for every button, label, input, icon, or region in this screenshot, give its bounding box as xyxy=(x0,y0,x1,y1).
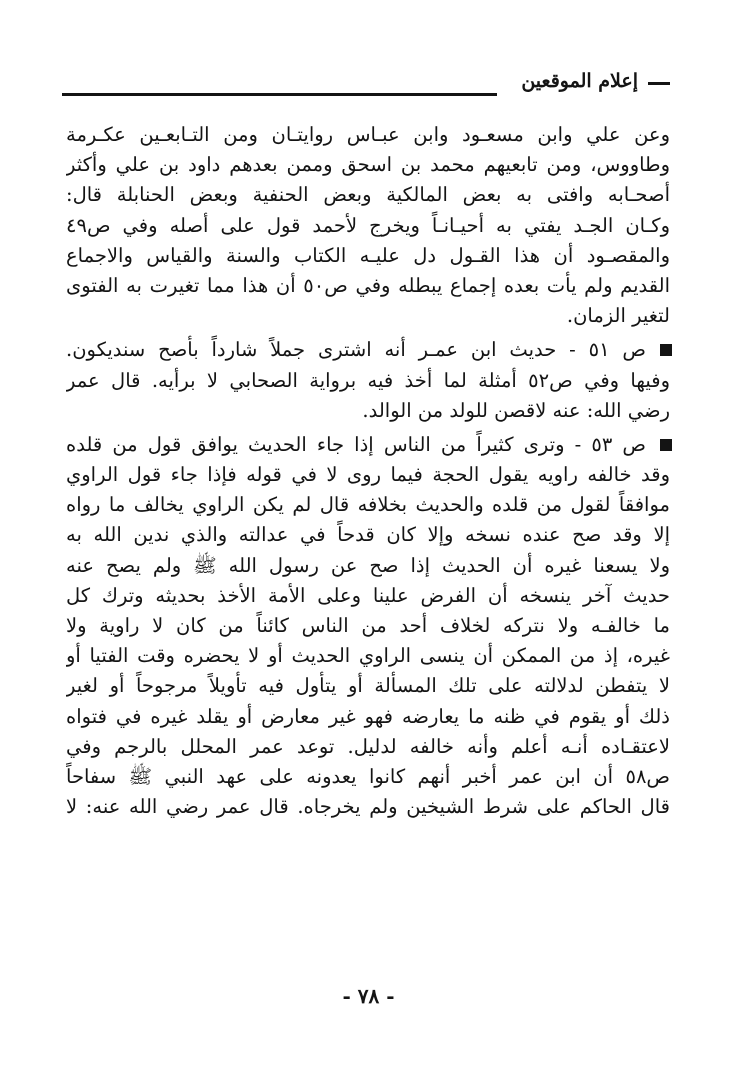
intro-paragraph xyxy=(66,120,670,331)
text-line: والمقصـود أن هذا القـول دل عليـه الكتاب والسنة والقياس والاجماع xyxy=(66,243,670,267)
bullet-item-page-53 xyxy=(66,430,670,822)
text-line: ولا يسعنا غيره أن الحديث إذا صح عن رسول الله ﷺ ولم يصح عنه xyxy=(66,553,670,577)
book-title: إعلام الموقعين xyxy=(521,70,638,92)
text-line: ص ٥٣ - وترى كثيراً من الناس إذا جاء الحديث يوافق قول من قلده xyxy=(66,432,647,456)
text-line: لاعتقـاده أنـه أعلم وأنه خالفه لدليل. توعد عمر المحلل بالرجم وفي xyxy=(66,734,670,758)
text-line: وقد خالفه راويه يقول الحجة فيما روى لا في قوله فإذا جاء قول الراوي xyxy=(66,463,670,487)
text-line: لا يتفطن لدلالته على تلك المسألة أو يتأول فيه تأويلاً مرجوحاً أو لغير xyxy=(66,674,670,698)
text-line: وعن علي وابن مسعـود وابن عبـاس روايتـان ومن التـابعـين عكـرمة xyxy=(66,123,670,146)
text-line: ص ٥١ - حديث ابن عمـر أنه اشترى جملاً شارداً بأصح سنديكون. xyxy=(66,338,646,362)
text-line: حديث آخر ينسخه أن الفرض علينا وعلى الأمة الأخذ بحديثه وترك كل xyxy=(66,583,670,607)
text-line: أصحـابه وافتى به بعض المالكية وبعض الحنفية وبعض الحنابلة قال: xyxy=(66,183,670,207)
text-line: ذلك أو يقوم في ظنه ما يعارضه فهو غير معارض أو يقلد غيره في فتواه xyxy=(66,704,670,728)
text-line: لتغير الزمان. xyxy=(566,304,670,328)
running-header xyxy=(62,66,670,100)
text-line: قال الحاكم على شرط الشيخين ولم يخرجاه. قال عمر رضي الله عنه: لا xyxy=(66,795,670,819)
square-bullet-icon xyxy=(660,344,672,356)
text-line: ما خالفـه ولا نتركه لخلاف أحد من الناس كائناً من كان لا راوية ولا xyxy=(66,614,670,637)
body-text xyxy=(66,120,670,822)
text-line: ص٥٨ أن ابن عمر أخبر أنهم كانوا يعدونه على عهد النبي ﷺ سفاحاً xyxy=(66,764,670,788)
text-line: إلا وقد صح عنده نسخه وإلا كان قدحاً في عدالته والذي ندين الله به xyxy=(66,523,670,547)
text-line: وكـان الجـد يفتي به أحيـانـاً ويخرج لأحمد قول على أصله وفي ص٤٩ xyxy=(66,213,670,237)
text-line: القديم ولم يأت بعده إجماع يبطله وفي ص٥٠ أن هذا مما تغيرت به الفتوى xyxy=(66,273,670,297)
square-bullet-icon xyxy=(660,439,672,451)
text-line: وطاووس، ومن تابعيهم محمد بن اسحق وممن بعدهم داود بن علي وأكثر xyxy=(66,153,670,177)
text-line: غيره، إذ من الممكن أن ينسى الراوي الحديث أو لا يحضره وقت الفتيا أو xyxy=(66,644,670,668)
text-line: وفيها وفي ص٥٢ أمثلة لما أخذ فيه برواية الصحابي لا برأيه. قال عمر xyxy=(66,368,670,392)
header-rule xyxy=(62,93,497,96)
text-line: موافقاً لقول من قلده والحديث بخلافه قال لم يكن الراوي يخالف ما رواه xyxy=(66,493,670,517)
bullet-item-page-51 xyxy=(66,335,670,426)
text-line: رضي الله: عنه لاقصن للولد من الوالد. xyxy=(362,398,670,422)
header-dash xyxy=(648,82,670,85)
page-number: - ٧٨ - xyxy=(342,984,395,1008)
